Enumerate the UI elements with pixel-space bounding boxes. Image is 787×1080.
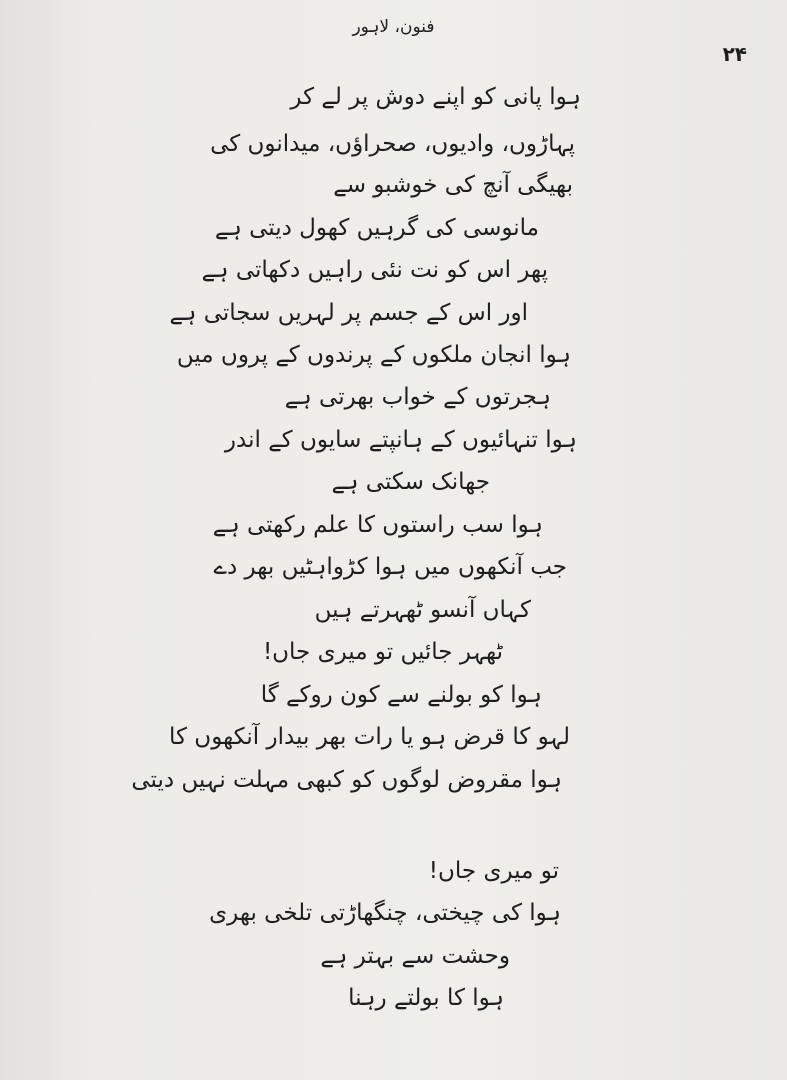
poem-line: ہوا پانی کو اپنے دوش پر لے کر — [290, 84, 581, 110]
poem-line: ہجرتوں کے خواب بھرتی ہے — [284, 384, 551, 410]
poem-line: ہوا سب راستوں کا علم رکھتی ہے — [212, 512, 543, 538]
poem-line: ہوا انجان ملکوں کے پرندوں کے پروں میں — [176, 342, 571, 368]
poem-line: پھر اس کو نت نئی راہیں دکھاتی ہے — [201, 257, 548, 283]
poem-line: مانوسی کی گرہیں کھول دیتی ہے — [214, 215, 539, 241]
poem-line: بھیگی آنچ کی خوشبو سے — [333, 172, 573, 198]
poem-line: ہوا کو بولنے سے کون روکے گا — [260, 682, 542, 708]
page-number: ۲۴ — [722, 42, 747, 66]
poem-line: ہوا مقروض لوگوں کو کبھی مہلت نہیں دیتی — [131, 767, 562, 793]
poem-line: تو میری جاں! — [428, 858, 559, 884]
poem-line: ہوا کی چیختی، چنگھاڑتی تلخی بھری — [209, 900, 561, 926]
poem-line: ہوا کا بولتے رہنا — [348, 985, 504, 1011]
poem-line: وحشت سے بہتر ہے — [320, 943, 510, 969]
poem-line: جب آنکھوں میں ہوا کڑواہٹیں بھر دے — [213, 554, 567, 580]
poem-line: اور اس کے جسم پر لہریں سجاتی ہے — [169, 300, 528, 326]
poem-line: جھانک سکتی ہے — [331, 469, 490, 495]
poem-line: لہو کا قرض ہو یا رات بھر بیدار آنکھوں کا — [169, 724, 570, 750]
running-header: فنون، لاہور — [352, 17, 435, 37]
poem-line: ہوا تنہائیوں کے ہانپتے سایوں کے اندر — [224, 427, 577, 453]
poem-line: ٹھہر جائیں تو میری جاں! — [262, 639, 503, 665]
poem-line: کہاں آنسو ٹھہرتے ہیں — [314, 597, 531, 623]
poem-line: پہاڑوں، وادیوں، صحراؤں، میدانوں کی — [210, 131, 575, 157]
